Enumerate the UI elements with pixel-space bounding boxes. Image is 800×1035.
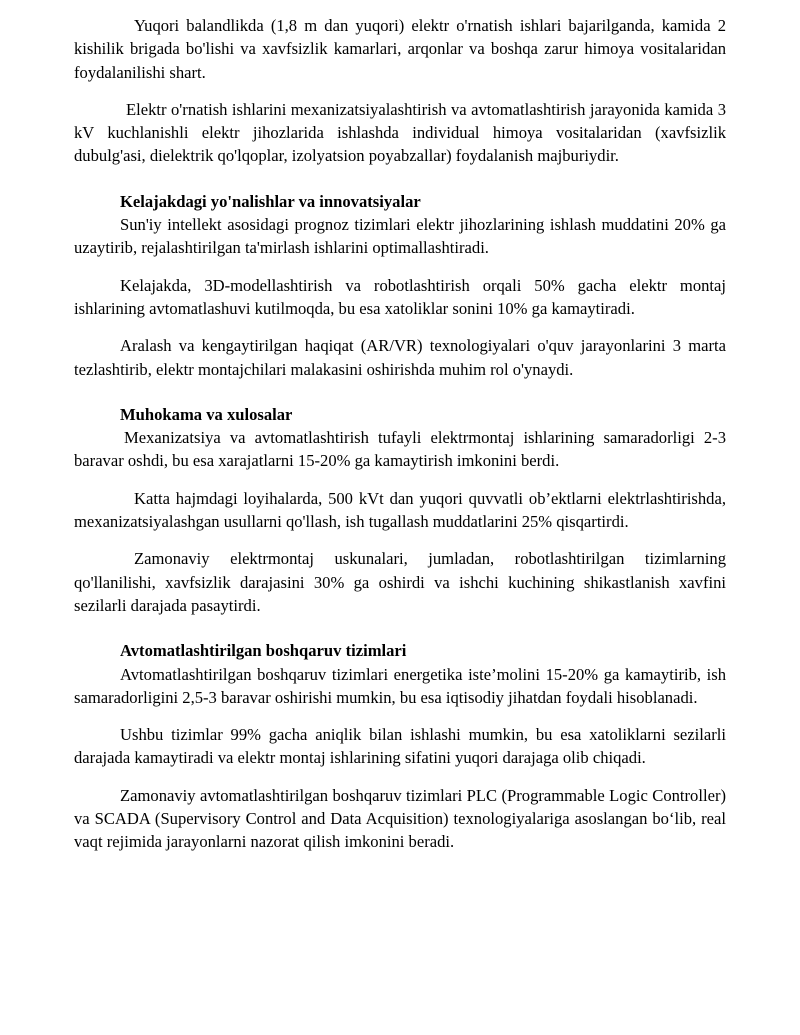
paragraph-ai-forecasting: Sun'iy intellekt asosidagi prognoz tizimlari elektr jihozlarining ishlash muddatini 20% ga uzaytirib, rejalashtirilgan ta'mirlash ishlarini optimallashtiradi. [74,215,726,258]
section-heading-future-directions: Kelajakdagi yo'nalishlar va innovatsiyalar [120,191,421,211]
paragraph-high-altitude-safety: Yuqori balandlikda (1,8 m dan yuqori) elektr o'rnatish ishlari bajarilganda, kamida 2 kishilik brigada bo'lishi va xavfsizlik kamarlari, arqonlar va boshqa zarur himoya vositalaridan foydalanilishi shart. [74,16,726,82]
paragraph-energy-reduction: Avtomatlashtirilgan boshqaruv tizimlari energetika iste’molini 15-20% ga kamaytirib, ish samaradorligini 2,5-3 baravar oshirishi mumkin, bu esa iqtisodiy jihatdan foydali hisoblanadi. [74,664,726,707]
section-heading-automated-control: Avtomatlashtirilgan boshqaruv tizimlari [120,641,407,661]
paragraph-large-projects: Katta hajmdagi loyihalarda, 500 kVt dan yuqori quvvatli ob’ektlarni elektrlashtirishda, mexanizatsiyalashgan usullarni qo'llash, ish tugallash muddatlarini 25% qisqartirdi. [74,488,726,532]
paragraph-3d-robotics: Kelajakda, 3D-modellashtirish va robotlashtirish orqali 50% gacha elektr montaj ishlarining avtomatlashuvi kutilmoqda, bu esa xatoliklar sonini 10% ga kamaytiradi. [74,275,726,318]
paragraph-protective-equipment: Elektr o'rnatish ishlarini mexanizatsiyalashtirish va avtomatlashtirish jarayonida kamida 3 kV kuchlanishli elektr jihozlarida ishlashda individual himoya vositalaridan (xavfsizlik dubulg'asi, dielektrik qo'lqoplar, izolyatsion poyabzallar) foydalanish majburiydir. [74,99,726,166]
paragraph-plc-scada: Zamonaviy avtomatlashtirilgan boshqaruv tizimlari PLC (Programmable Logic Controller) va SCADA (Supervisory Control and Data Acquisition) texnologiyalariga asoslangan bo‘lib, real vaqt rejimida jarayonlarni nazorat qilish imkonini beradi. [74,785,726,852]
paragraph-accuracy: Ushbu tizimlar 99% gacha aniqlik bilan ishlashi mumkin, bu esa xatoliklarni sezilarli darajada kamaytiradi va elektr montaj ishlarining sifatini yuqori darajaga olib chiqadi. [74,725,726,768]
paragraph-safety-increase: Zamonaviy elektrmontaj uskunalari, jumladan, robotlashtirilgan tizimlarning qo'llanilishi, xavfsizlik darajasini 30% ga oshirdi va ishchi kuchining shikastlanish xavfini sezilarli darajada pasaytirdi. [74,549,726,615]
section-heading-discussion: Muhokama va xulosalar [120,404,293,424]
document-page [74,14,726,854]
paragraph-efficiency-gain: Mexanizatsiya va avtomatlashtirish tufayli elektrmontaj ishlarining samaradorligi 2-3 baravar oshdi, bu esa xarajatlarni 15-20% ga kamaytirish imkonini berdi. [74,428,726,471]
paragraph-ar-vr: Aralash va kengaytirilgan haqiqat (AR/VR) texnologiyalari o'quv jarayonlarini 3 marta tezlashtirib, elektr montajchilari malakasini oshirishda muhim rol o'ynaydi. [74,336,726,379]
